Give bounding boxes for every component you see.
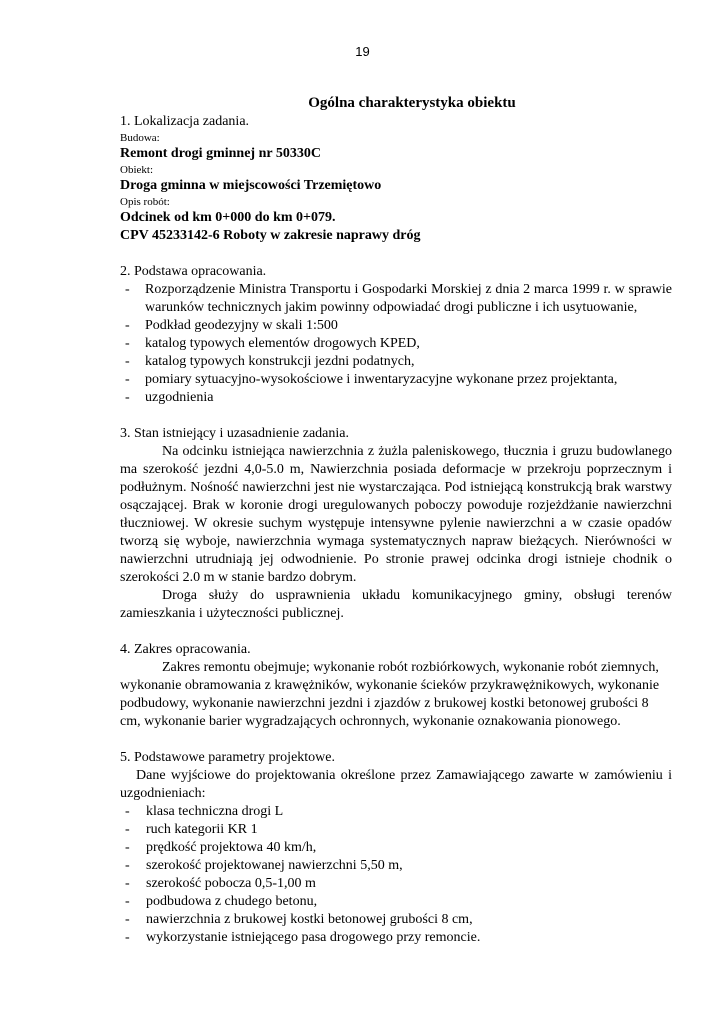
section-3-paragraph-1: Na odcinku istniejąca nawierzchnia z żużla paleniskowego, tłucznia i gruzu budowlanego ma szerokość jezdni 4,0-5.0 m, Nawierzchnia posiada deformacje w przekroju poprzecznym i podłużnym. Nośność nawierzchni jest nie wystarczająca. Pod istniejącą konstrukcją brak warstwy osączającej. Brak w koronie drogi uregulowanych poboczy powoduje rozjeżdżanie nawierzchni tłuczniowej. W okresie suchym występuje intensywne pylenie nawierzchni a w czasie opadów tworzą się wyboje, nawierzchnia wymaga systematycznych napraw bieżących. Nierówności w nawierzchni utrudniają jej odwodnienie. Po stronie prawej odcinka drogi istnieje chodnik o szerokości 2.0 m w stanie bardzo dobrym.	[120, 444, 672, 585]
list-item: - szerokość pobocza 0,5-1,00 m	[120, 875, 672, 893]
section-1-heading: 1. Lokalizacja zadania.	[120, 114, 250, 129]
list-item: - Podkład geodezyjny w skali 1:500	[120, 317, 672, 335]
obiekt-value: Droga gminna w miejscowości Trzemiętowo	[120, 178, 382, 193]
section-5-intro: Dane wyjściowe do projektowania określone przez Zamawiającego zawarte w zamówieniu i uzgodnieniach:	[120, 768, 672, 801]
page-number: 19	[355, 44, 370, 59]
list-item: - podbudowa z chudego betonu,	[120, 893, 672, 911]
opis-value-line-2: CPV 45233142-6 Roboty w zakresie naprawy dróg	[120, 228, 421, 243]
section-2-list	[120, 281, 672, 407]
list-item: - katalog typowych elementów drogowych KPED,	[120, 335, 672, 353]
budowa-label: Budowa:	[120, 132, 160, 144]
list-item: - Rozporządzenie Ministra Transportu i Gospodarki Morskiej z dnia 2 marca 1999 r. w sprawie warunków technicznych jakim powinny odpowiadać drogi publiczne i ich usytuowanie,	[120, 281, 672, 317]
list-item: - szerokość projektowanej nawierzchni 5,50 m,	[120, 857, 672, 875]
opis-value-line-1: Odcinek od km 0+000 do km 0+079.	[120, 210, 336, 225]
list-item: - prędkość projektowa 40 km/h,	[120, 839, 672, 857]
section-5-heading: 5. Podstawowe parametry projektowe.	[120, 750, 335, 765]
section-3-heading: 3. Stan istniejący i uzasadnienie zadania.	[120, 426, 349, 441]
list-item: - pomiary sytuacyjno-wysokościowe i inwentaryzacyjne wykonane przez projektanta,	[120, 371, 672, 389]
section-5-list	[120, 803, 672, 947]
list-item: - nawierzchnia z brukowej kostki betonowej grubości 8 cm,	[120, 911, 672, 929]
list-item: - katalog typowych konstrukcji jezdni podatnych,	[120, 353, 672, 371]
page-title: Ogólna charakterystyka obiektu	[308, 95, 516, 111]
budowa-value: Remont drogi gminnej nr 50330C	[120, 146, 321, 161]
obiekt-label: Obiekt:	[120, 164, 153, 176]
list-item: - wykorzystanie istniejącego pasa drogowego przy remoncie.	[120, 929, 672, 947]
section-4-paragraph: Zakres remontu obejmuje; wykonanie robót rozbiórkowych, wykonanie robót ziemnych, wykonanie obramowania z krawężników, wykonanie ścieków przykrawężnikowych, wykonanie podbudowy, wykonanie nawierzchni jezdni i zjazdów z brukowej kostki betonowej grubości 8 cm, wykonanie barier wygradzających ochronnych, wykonanie oznakowania pionowego.	[120, 660, 660, 729]
section-3-paragraph-2: Droga służy do usprawnienia układu komunikacyjnego gminy, obsługi terenów zamieszkania i użyteczności publicznej.	[120, 588, 672, 621]
opis-label: Opis robót:	[120, 196, 170, 208]
list-item: - klasa techniczna drogi L	[120, 803, 672, 821]
section-2-heading: 2. Podstawa opracowania.	[120, 264, 267, 279]
list-item: - ruch kategorii KR 1	[120, 821, 672, 839]
document-body	[120, 93, 672, 947]
list-item: - uzgodnienia	[120, 389, 672, 407]
section-4-heading: 4. Zakres opracowania.	[120, 642, 251, 657]
